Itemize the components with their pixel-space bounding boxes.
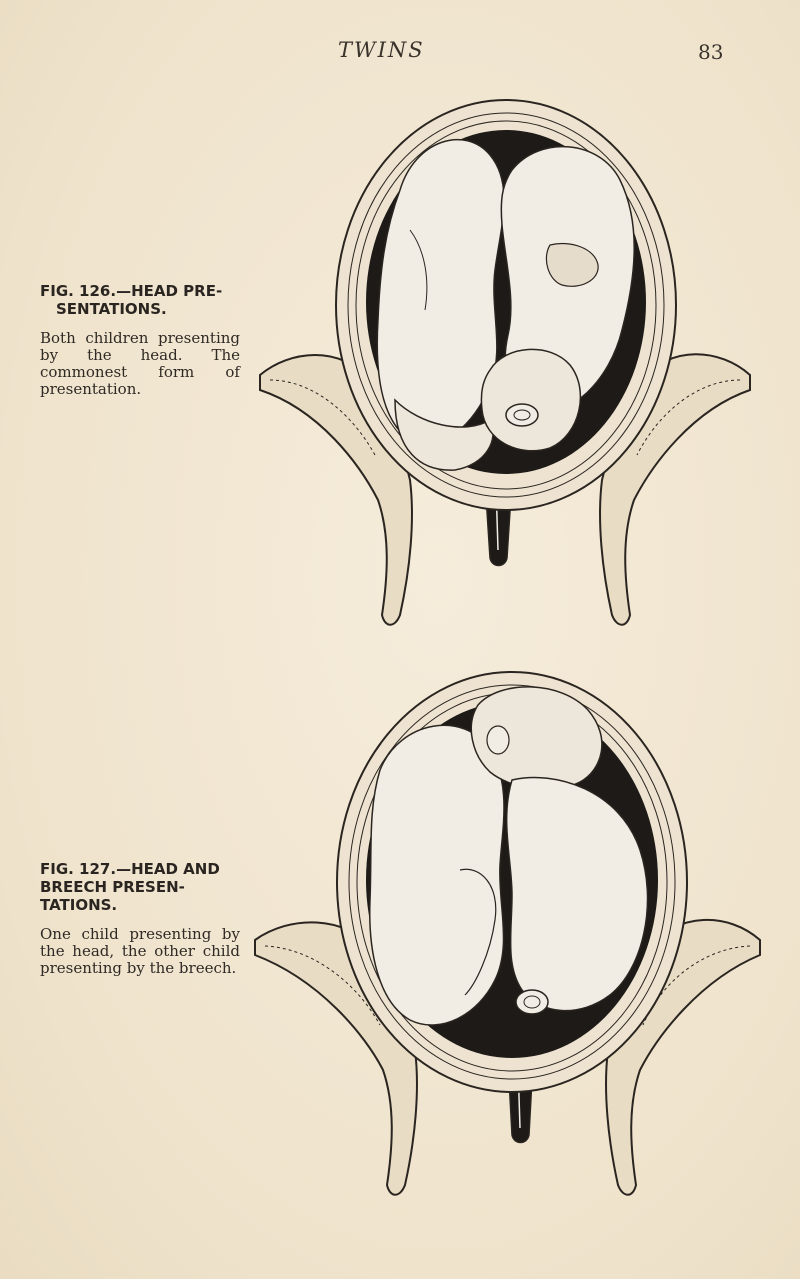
fetus-right-ear (506, 404, 538, 426)
figure-126-title-line2: SENTATIONS. (56, 300, 167, 318)
figure-127-title-line3: TATIONS. (40, 896, 118, 914)
figure-127-caption (40, 860, 240, 977)
figure-127-title-line1: FIG. 127.—HEAD AND (40, 860, 220, 878)
twins-head-presentation-svg (250, 80, 770, 640)
fetus-breech-buttocks (516, 990, 548, 1014)
figure-127-title-line2: BREECH PRESEN- (40, 878, 185, 896)
figure-127-title (40, 860, 240, 914)
figure-126-description: Both children presenting by the head. The commonest form of presentation. (40, 329, 240, 398)
fetus-right-head (481, 349, 580, 450)
page-number: 83 (698, 40, 724, 64)
fetus-right-ear (487, 726, 509, 754)
figure-127-illustration (250, 650, 770, 1210)
twins-head-breech-svg (250, 650, 770, 1210)
figure-126-illustration (250, 80, 770, 640)
figure-127-description: One child presenting by the head, the other child presenting by the breech. (40, 925, 240, 977)
fetus-left-body (370, 725, 504, 1025)
running-head: TWINS (338, 38, 425, 62)
figure-126-title-line1: FIG. 126.—HEAD PRE- (40, 282, 223, 300)
figure-126-title (40, 282, 240, 318)
figure-126-caption (40, 282, 240, 398)
